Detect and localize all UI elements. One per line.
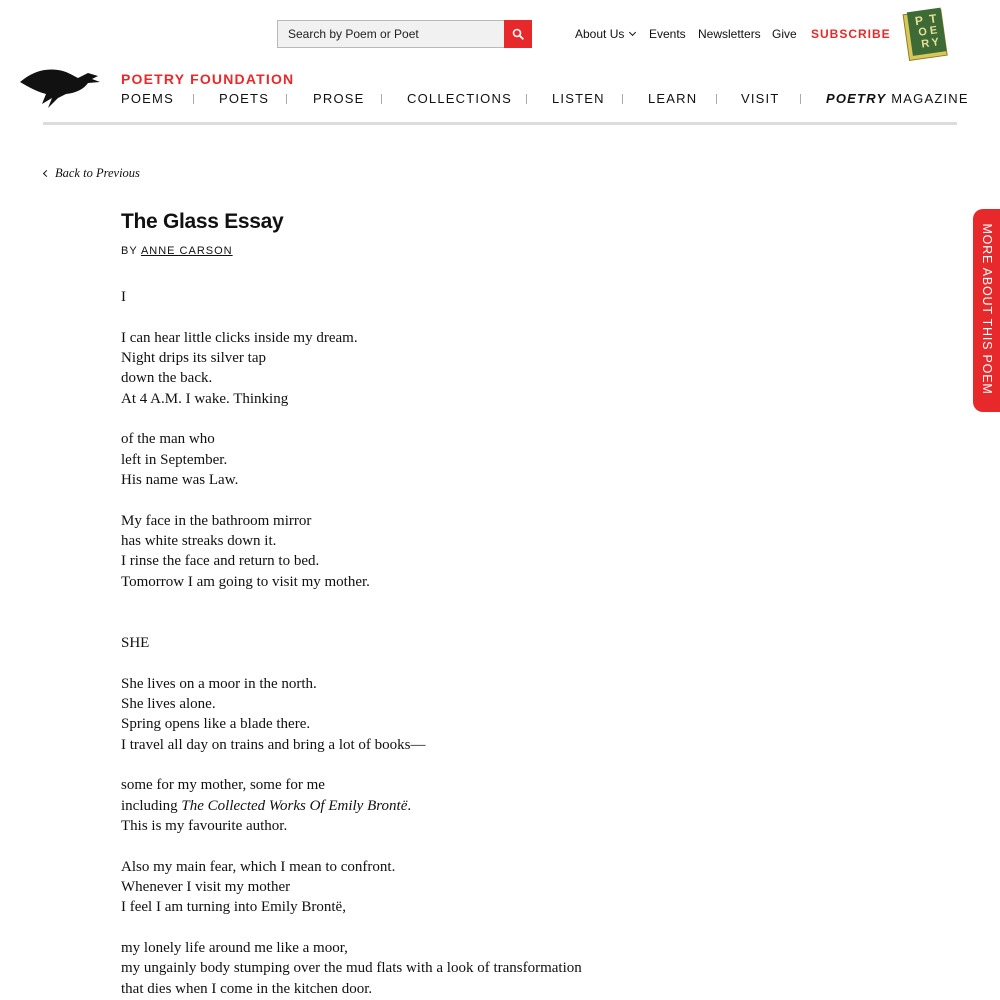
chevron-down-icon — [8, 390, 16, 398]
poem-line: left in September. — [121, 451, 228, 468]
stanza-break — [121, 307, 721, 327]
poem-line: I can hear little clicks inside my dream. — [121, 329, 358, 346]
nav-poetry-magazine[interactable] — [826, 90, 969, 108]
poem-line: my lonely life around me like a moor, — [121, 940, 348, 956]
poem-line: I travel all day on trains and bring a lot of books— — [121, 736, 426, 753]
poem-line: I feel I am turning into Emily Brontë, — [121, 899, 346, 916]
byline-prefix: BY — [121, 245, 138, 257]
poem-line — [121, 796, 721, 816]
search-bar — [277, 20, 532, 48]
back-to-previous-link[interactable] — [44, 166, 140, 181]
poem-line: my ungainly body stumping over the mud flats with a look of transformation — [121, 960, 582, 977]
poem-line: Night drips its silver tap — [121, 350, 266, 367]
nav-prose[interactable]: PROSE — [313, 91, 365, 106]
stanza-break — [121, 409, 721, 429]
search-button[interactable] — [504, 20, 532, 48]
nav-listen[interactable]: LISTEN — [552, 91, 605, 106]
poetry-magazine-badge[interactable] — [902, 7, 948, 61]
stanza-break — [121, 755, 721, 775]
logo-wordmark[interactable]: POETRY FOUNDATION — [121, 71, 295, 87]
poem-line: has white streaks down it. — [121, 533, 277, 550]
badge-letter-y: Y — [930, 36, 940, 50]
chevron-down-icon — [629, 29, 636, 36]
header-divider — [43, 122, 957, 125]
poem-line-text: . — [407, 797, 412, 814]
poem-line: Tomorrow I am going to visit my mother. — [121, 573, 370, 590]
chevron-left-icon — [43, 170, 50, 177]
badge-letter-t: T — [928, 11, 938, 27]
poem-body — [121, 287, 721, 999]
newsletters-link[interactable]: Newsletters — [698, 27, 761, 41]
nav-magazine-italic: POETRY — [826, 91, 887, 106]
poem-line: of the man who — [121, 431, 215, 448]
nav-collections[interactable]: COLLECTIONS — [407, 91, 512, 106]
poem-title: The Glass Essay — [121, 210, 284, 233]
nav-divider — [716, 94, 717, 104]
badge-letter-p: P — [914, 13, 925, 29]
nav-poems[interactable]: POEMS — [121, 91, 174, 106]
badge-letter-o: O — [917, 25, 928, 39]
stanza-break — [121, 918, 721, 938]
poem-line: down the back. — [121, 370, 213, 387]
search-icon — [512, 28, 524, 40]
nav-divider — [526, 94, 527, 104]
poem-line: She lives alone. — [121, 695, 216, 712]
nav-poets[interactable]: POETS — [219, 91, 270, 106]
more-about-this-poem-tab[interactable] — [973, 209, 1000, 412]
subscribe-link[interactable]: SUBSCRIBE — [811, 27, 891, 41]
poem-line: Also my main fear, which I mean to confront. — [121, 858, 396, 875]
events-link[interactable]: Events — [649, 27, 686, 41]
about-us-label: About Us — [575, 27, 625, 41]
side-tab-label: MORE ABOUT THIS POEM — [979, 223, 994, 395]
poem-line: that dies when I come in the kitchen door. — [121, 980, 373, 997]
poem-byline — [121, 245, 233, 257]
stanza-break — [121, 836, 721, 856]
about-us-menu[interactable] — [575, 26, 635, 42]
poem-line: She lives on a moor in the north. — [121, 675, 317, 692]
poem-line: I rinse the face and return to bed. — [121, 553, 320, 570]
book-title-italic: The Collected Works Of Emily Brontë — [181, 797, 408, 814]
poem-line: SHE — [121, 634, 150, 651]
nav-divider — [381, 94, 382, 104]
nav-learn[interactable]: LEARN — [648, 91, 698, 106]
stanza-break — [121, 653, 721, 673]
bird-logo-icon[interactable] — [18, 62, 102, 112]
poem-line: This is my favourite author. — [121, 817, 288, 834]
poem-line: Whenever I visit my mother — [121, 878, 291, 895]
give-link[interactable]: Give — [772, 27, 797, 41]
badge-letter-r: R — [920, 37, 931, 51]
poem-line: My face in the bathroom mirror — [121, 512, 312, 529]
nav-magazine-rest: MAGAZINE — [886, 91, 969, 106]
poem-line: some for my mother, some for me — [121, 777, 325, 794]
search-input[interactable] — [277, 20, 504, 48]
back-label: Back to Previous — [55, 166, 140, 180]
poem-line: I — [121, 289, 126, 305]
poem-line: His name was Law. — [121, 472, 239, 489]
nav-divider — [193, 94, 194, 104]
badge-letter-e: E — [929, 24, 939, 38]
stanza-break — [121, 592, 721, 612]
poem-line: At 4 A.M. I wake. Thinking — [121, 390, 289, 407]
nav-visit[interactable]: VISIT — [741, 91, 780, 106]
poem-line: Spring opens like a blade there. — [121, 716, 311, 733]
stanza-break — [121, 490, 721, 510]
nav-divider — [622, 94, 623, 104]
stanza-break — [121, 613, 721, 633]
author-link[interactable]: ANNE CARSON — [140, 245, 233, 257]
nav-divider — [800, 94, 801, 104]
nav-divider — [286, 94, 287, 104]
poem-line-text: including — [121, 797, 182, 814]
